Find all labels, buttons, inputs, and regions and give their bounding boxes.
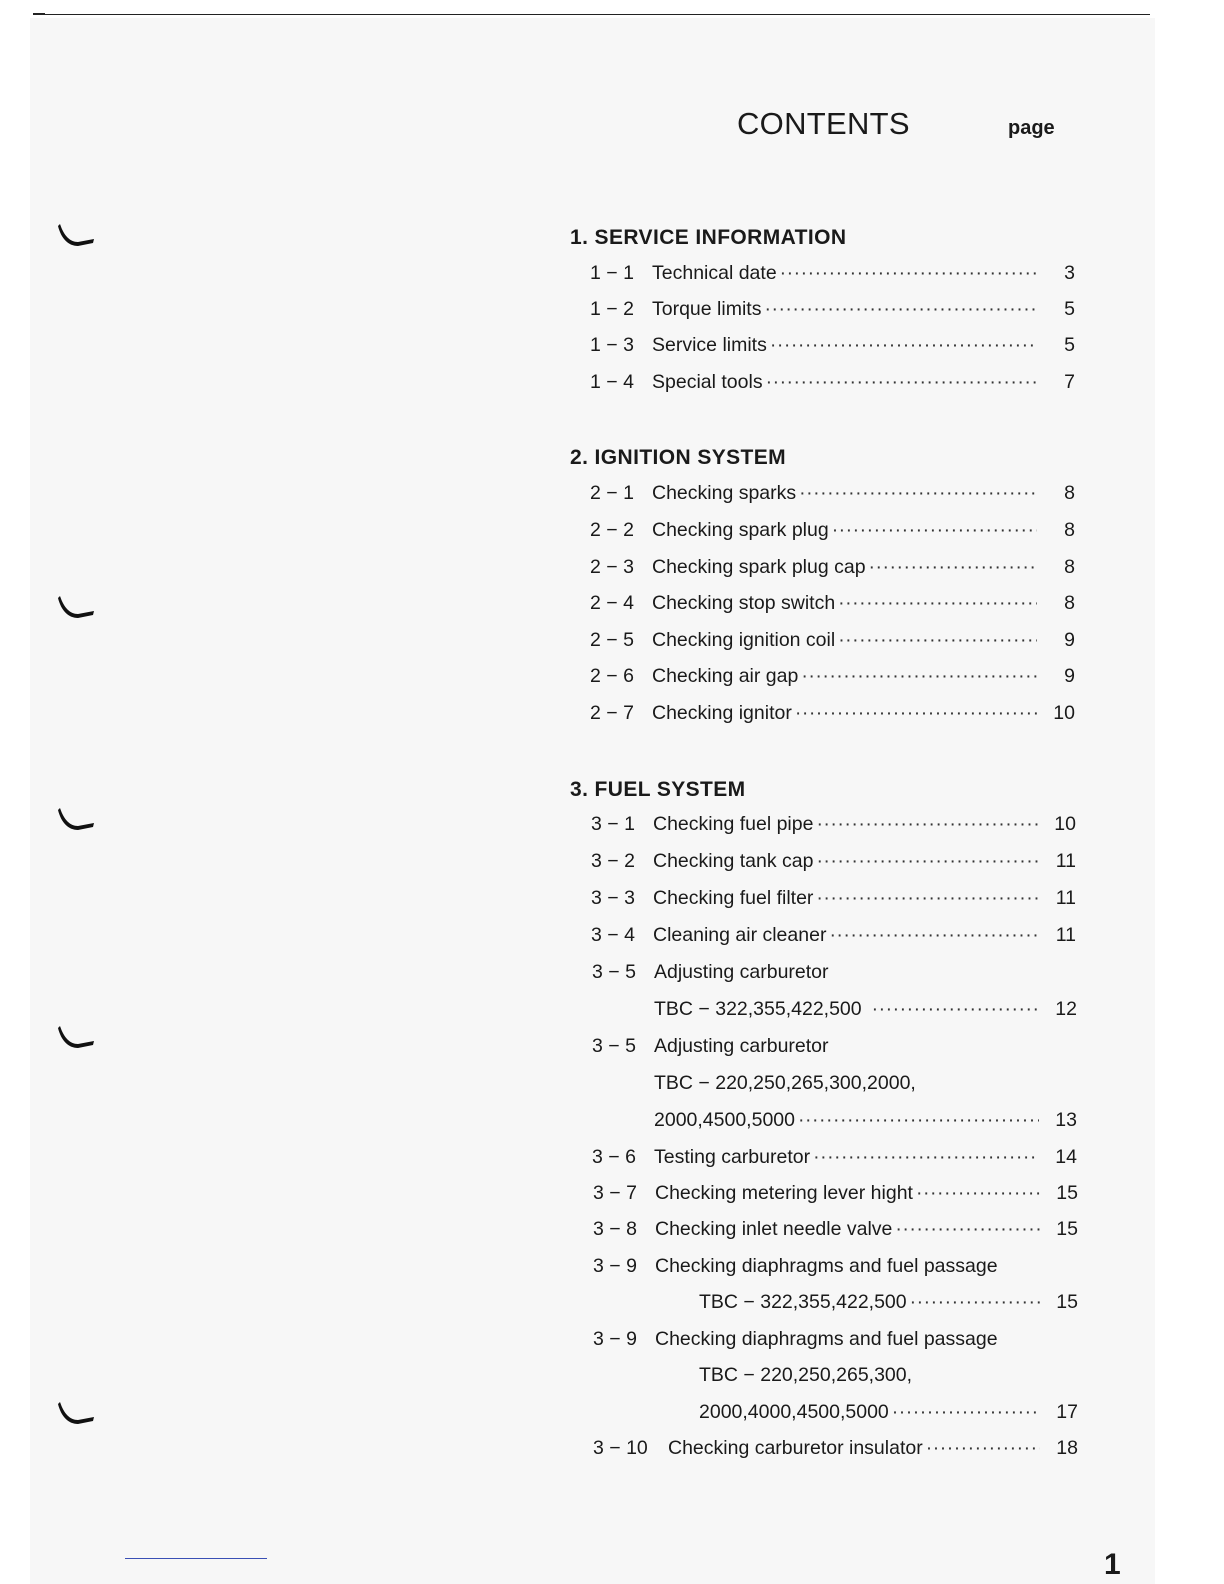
toc-entry-continuation[interactable] xyxy=(593,1401,1078,1429)
dot-leader xyxy=(813,1146,1039,1169)
entry-page: 9 xyxy=(1064,629,1075,651)
entry-page: 12 xyxy=(1055,998,1077,1020)
entry-number: 2 − 3 xyxy=(590,556,634,578)
toc-entry[interactable] xyxy=(593,1437,1078,1465)
entry-title: Technical date xyxy=(652,262,777,284)
dot-leader xyxy=(832,519,1037,542)
entry-number: 3 − 9 xyxy=(593,1328,637,1350)
entry-number: 2 − 6 xyxy=(590,665,634,687)
entry-page: 15 xyxy=(1056,1182,1078,1204)
toc-entry[interactable] xyxy=(591,813,1076,841)
entry-page: 5 xyxy=(1064,298,1075,320)
dot-leader xyxy=(910,1291,1040,1314)
toc-entry[interactable] xyxy=(592,1035,1077,1063)
entry-number: 3 − 1 xyxy=(591,813,635,835)
toc-entry-continuation[interactable] xyxy=(592,1109,1077,1137)
entry-title: Checking ignitor xyxy=(652,702,792,724)
toc-entry[interactable] xyxy=(591,850,1076,878)
toc-entry[interactable] xyxy=(591,924,1076,952)
toc-entry[interactable] xyxy=(590,482,1075,510)
entry-title: Checking carburetor insulator xyxy=(668,1437,923,1459)
binding-mark-icon xyxy=(56,1024,98,1054)
toc-entry[interactable] xyxy=(590,556,1075,584)
entry-title: Special tools xyxy=(652,371,763,393)
dot-leader xyxy=(816,887,1038,910)
entry-number: 3 − 9 xyxy=(593,1255,637,1277)
dot-leader xyxy=(816,850,1038,873)
entry-page: 3 xyxy=(1064,262,1075,284)
dot-leader xyxy=(916,1182,1040,1205)
entry-page: 15 xyxy=(1056,1291,1078,1313)
dot-leader xyxy=(780,262,1037,285)
entry-title: Checking spark plug cap xyxy=(652,556,866,578)
dot-leader xyxy=(926,1437,1040,1460)
dot-leader xyxy=(770,334,1037,357)
page-column-label: page xyxy=(1008,117,1055,139)
dot-leader xyxy=(869,556,1037,579)
entry-page: 13 xyxy=(1055,1109,1077,1131)
toc-entry[interactable] xyxy=(593,1328,1078,1356)
entry-number: 1 − 2 xyxy=(590,298,634,320)
entry-title: Adjusting carburetor xyxy=(654,1035,829,1057)
dot-leader xyxy=(838,629,1037,652)
toc-entry[interactable] xyxy=(593,1182,1078,1210)
entry-number: 3 − 3 xyxy=(591,887,635,909)
binding-mark-icon xyxy=(56,594,98,624)
entry-title: Checking air gap xyxy=(652,665,799,687)
entry-title: Checking sparks xyxy=(652,482,797,504)
entry-number: 3 − 8 xyxy=(593,1218,637,1240)
entry-page: 5 xyxy=(1064,334,1075,356)
toc-entry-continuation xyxy=(593,1364,1078,1392)
entry-number: 3 − 5 xyxy=(592,1035,636,1057)
section-title: 2. IGNITION SYSTEM xyxy=(570,446,787,469)
dot-leader xyxy=(895,1218,1040,1241)
footer-link-underline xyxy=(125,1558,267,1559)
entry-page: 8 xyxy=(1064,519,1075,541)
entry-title: Checking diaphragms and fuel passage xyxy=(655,1255,998,1277)
entry-page: 14 xyxy=(1055,1146,1077,1168)
entry-page: 15 xyxy=(1056,1218,1078,1240)
entry-page: 10 xyxy=(1054,813,1076,835)
entry-page: 11 xyxy=(1055,924,1076,946)
toc-entry-continuation[interactable] xyxy=(593,1291,1078,1319)
entry-page: 10 xyxy=(1053,702,1075,724)
entry-number: 1 − 4 xyxy=(590,371,634,393)
entry-title: Checking fuel filter xyxy=(653,887,814,909)
toc-entry[interactable] xyxy=(590,519,1075,547)
entry-number: 3 − 6 xyxy=(592,1146,636,1168)
section-title: 3. FUEL SYSTEM xyxy=(570,778,746,801)
toc-entry[interactable] xyxy=(591,887,1076,915)
entry-title: Checking ignition coil xyxy=(652,629,836,651)
entry-title: Service limits xyxy=(652,334,767,356)
entry-title: Testing carburetor xyxy=(654,1146,811,1168)
entry-title: Checking fuel pipe xyxy=(653,813,814,835)
top-rule xyxy=(40,14,1150,15)
entry-title: Checking metering lever hight xyxy=(655,1182,913,1204)
entry-number: 2 − 7 xyxy=(590,702,634,724)
dot-leader xyxy=(795,702,1037,725)
entry-model-list: TBC − 322,355,422,500 xyxy=(699,1291,907,1313)
dot-leader xyxy=(838,592,1037,615)
toc-entry[interactable] xyxy=(590,334,1075,362)
entry-number: 3 − 4 xyxy=(591,924,635,946)
entry-title: Checking stop switch xyxy=(652,592,836,614)
entry-title: Adjusting carburetor xyxy=(654,961,829,983)
entry-number: 3 − 5 xyxy=(592,961,636,983)
entry-number: 2 − 2 xyxy=(590,519,634,541)
toc-entry[interactable] xyxy=(593,1255,1078,1283)
entry-title: Checking inlet needle valve xyxy=(655,1218,893,1240)
page-number: 1 xyxy=(1104,1548,1121,1581)
entry-number: 2 − 4 xyxy=(590,592,634,614)
entry-model-list: TBC − 220,250,265,300, xyxy=(699,1364,913,1386)
entry-number: 1 − 1 xyxy=(590,262,634,284)
section-title: 1. SERVICE INFORMATION xyxy=(570,226,847,249)
entry-title: Checking diaphragms and fuel passage xyxy=(655,1328,998,1350)
toc-entry[interactable] xyxy=(592,961,1077,989)
entry-model-list: TBC − 220,250,265,300,2000, xyxy=(654,1072,916,1094)
entry-page: 11 xyxy=(1055,850,1076,872)
toc-entry[interactable] xyxy=(590,665,1075,693)
toc-entry[interactable] xyxy=(592,1146,1077,1174)
entry-page: 11 xyxy=(1055,887,1076,909)
entry-model-list: 2000,4500,5000 xyxy=(654,1109,795,1131)
toc-entry[interactable] xyxy=(590,371,1075,399)
toc-entry[interactable] xyxy=(590,298,1075,326)
dot-leader xyxy=(801,665,1037,688)
entry-number: 3 − 7 xyxy=(593,1182,637,1204)
toc-entry[interactable] xyxy=(590,262,1075,290)
dot-leader xyxy=(798,1109,1039,1132)
entry-title: Torque limits xyxy=(652,298,762,320)
entry-number: 2 − 1 xyxy=(590,482,634,504)
dot-leader xyxy=(829,924,1038,947)
entry-page: 7 xyxy=(1064,371,1075,393)
entry-title: Cleaning air cleaner xyxy=(653,924,827,946)
binding-mark-icon xyxy=(56,1400,98,1430)
toc-entry[interactable] xyxy=(590,629,1075,657)
toc-entry[interactable] xyxy=(590,592,1075,620)
dot-leader xyxy=(766,371,1037,394)
entry-number: 2 − 5 xyxy=(590,629,634,651)
toc-entry[interactable] xyxy=(593,1218,1078,1246)
entry-number: 3 − 10 xyxy=(593,1437,648,1459)
entry-page: 8 xyxy=(1064,482,1075,504)
toc-entry-continuation[interactable] xyxy=(592,998,1077,1026)
dot-leader xyxy=(799,482,1037,505)
entry-model-list: 2000,4000,4500,5000 xyxy=(699,1401,889,1423)
entry-number: 3 − 2 xyxy=(591,850,635,872)
toc-entry[interactable] xyxy=(590,702,1075,730)
entry-title: Checking tank cap xyxy=(653,850,814,872)
dot-leader xyxy=(764,298,1037,321)
entry-page: 9 xyxy=(1064,665,1075,687)
dot-leader xyxy=(816,813,1038,836)
entry-title: Checking spark plug xyxy=(652,519,829,541)
entry-page: 17 xyxy=(1056,1401,1078,1423)
page-title: CONTENTS xyxy=(737,106,910,141)
binding-mark-icon xyxy=(56,222,98,252)
binding-mark-icon xyxy=(56,806,98,836)
entry-page: 18 xyxy=(1056,1437,1078,1459)
entry-page: 8 xyxy=(1064,592,1075,614)
entry-model-list: TBC − 322,355,422,500 xyxy=(654,998,862,1020)
toc-entry-continuation xyxy=(592,1072,1077,1100)
entry-page: 8 xyxy=(1064,556,1075,578)
entry-number: 1 − 3 xyxy=(590,334,634,356)
dot-leader xyxy=(892,1401,1040,1424)
dot-leader xyxy=(872,998,1039,1021)
